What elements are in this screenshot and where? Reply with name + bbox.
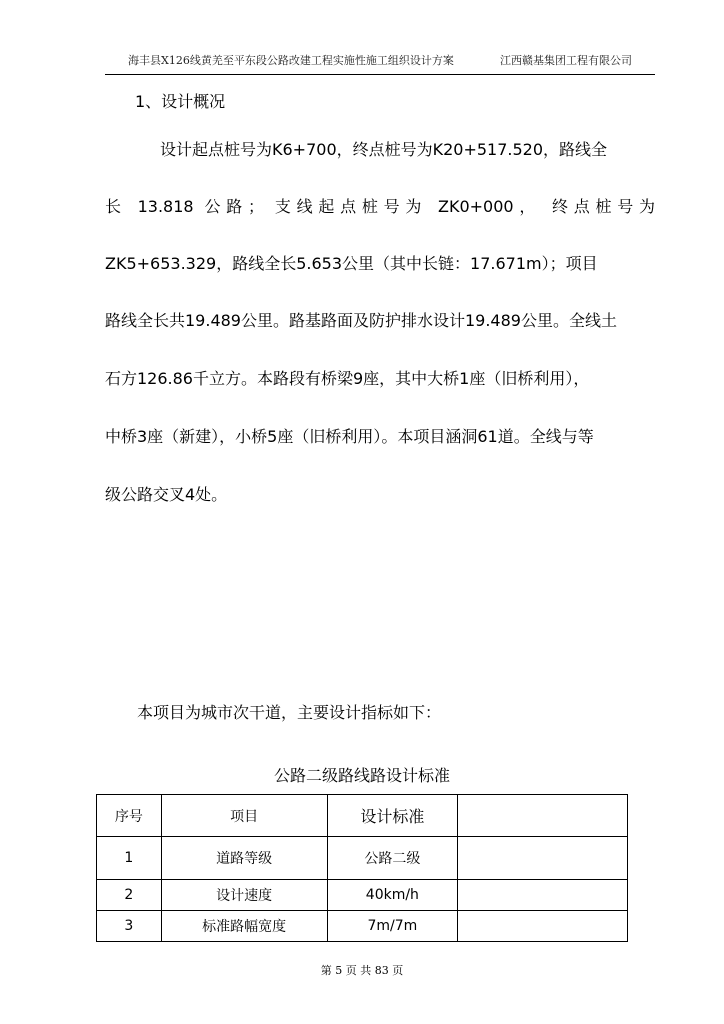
- table-intro-text: 本项目为城市次干道，主要设计指标如下：: [137, 703, 442, 722]
- page-header: [0, 48, 724, 68]
- cell-blank: [458, 837, 628, 880]
- cell-blank: [458, 880, 628, 911]
- cell-standard: 40km/h: [327, 880, 457, 911]
- header-cell-item: 项目: [161, 795, 327, 837]
- section-heading: 1、设计概况: [135, 92, 226, 111]
- paragraph-line-2: 长 13.818 公路； 支线起点桩号为 ZK0+000， 终点桩号为: [105, 197, 655, 216]
- cell-index: 3: [97, 911, 162, 942]
- design-standards-table: [96, 794, 628, 942]
- cell-index: 2: [97, 880, 162, 911]
- cell-item: 设计速度: [161, 880, 327, 911]
- table-row: [97, 911, 628, 942]
- cell-standard: 7m/7m: [327, 911, 457, 942]
- cell-standard: 公路二级: [327, 837, 457, 880]
- cell-item: 道路等级: [161, 837, 327, 880]
- table-header-row: [97, 795, 628, 837]
- paragraph-line-7: 级公路交叉4处。: [105, 485, 228, 504]
- paragraph-line-1: 设计起点桩号为K6+700，终点桩号为K20+517.520，路线全: [160, 140, 608, 159]
- header-cell-blank: [458, 795, 628, 837]
- cell-item: 标准路幅宽度: [161, 911, 327, 942]
- header-divider: [105, 74, 655, 75]
- paragraph-line-3: ZK5+653.329，路线全长5.653公里（其中长链：17.671m）；项目: [105, 254, 598, 273]
- table-row: [97, 837, 628, 880]
- paragraph-line-5: 石方126.86千立方。本路段有桥梁9座，其中大桥1座（旧桥利用），: [105, 369, 590, 388]
- paragraph-line-4: 路线全长共19.489公里。路基路面及防护排水设计19.489公里。全线土: [105, 311, 617, 330]
- header-project-title: 海丰县X126线黄羌至平东段公路改建工程实施性施工组织设计方案: [128, 54, 454, 67]
- header-company-name: 江西赣基集团工程有限公司: [500, 54, 632, 67]
- cell-index: 1: [97, 837, 162, 880]
- cell-blank: [458, 911, 628, 942]
- header-cell-standard: 设计标准: [327, 795, 457, 837]
- table-row: [97, 880, 628, 911]
- header-cell-index: 序号: [97, 795, 162, 837]
- table-title: 公路二级路线路设计标准: [273, 766, 450, 785]
- page-number-footer: 第 5 页 共 83 页: [320, 964, 404, 977]
- paragraph-line-6: 中桥3座（新建），小桥5座（旧桥利用）。本项目涵洞61道。全线与等: [105, 427, 594, 446]
